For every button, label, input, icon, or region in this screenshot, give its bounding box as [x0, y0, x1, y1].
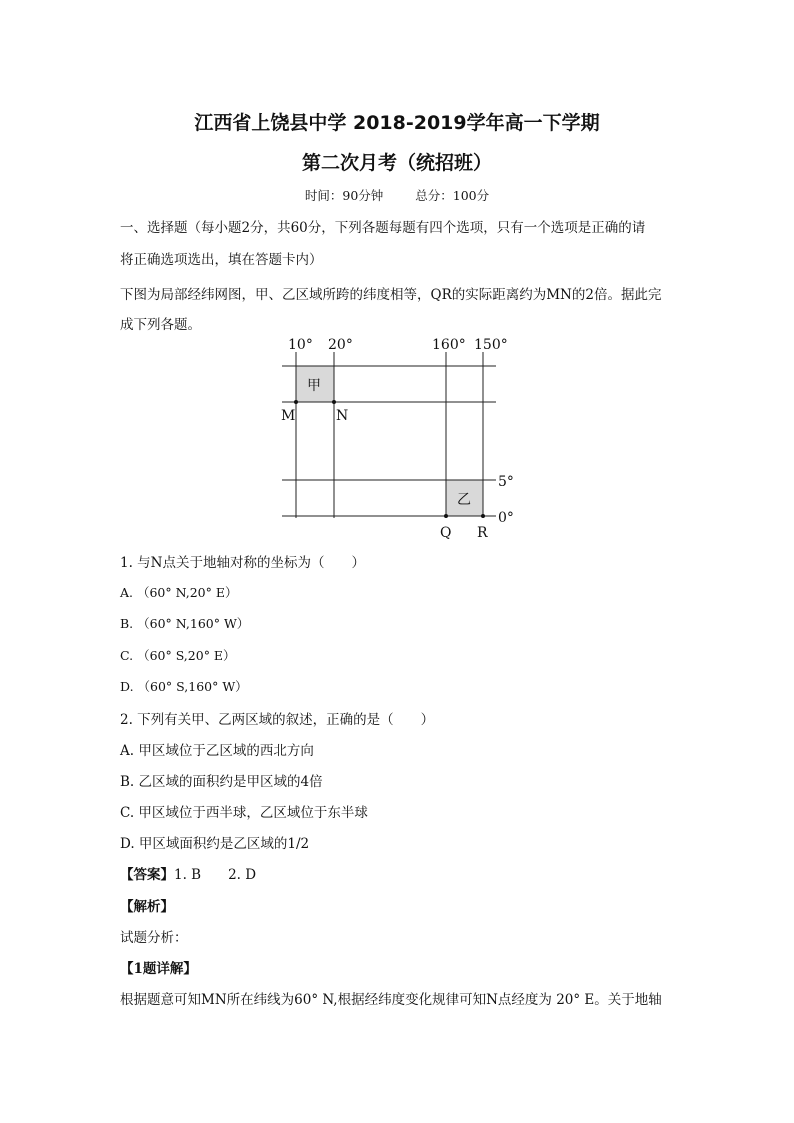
question-2-option-a: A. 甲区域位于乙区域的西北方向 — [120, 743, 314, 759]
question-1-option-c: C. （60° S,20° E） — [120, 648, 236, 663]
region-label-jia: 甲 — [307, 378, 321, 394]
lat-label-5: 5° — [498, 474, 514, 490]
question-1-stem: 1. 与N点关于地轴对称的坐标为（ ） — [120, 555, 365, 571]
question-1-option-a: A. （60° N,20° E） — [120, 585, 238, 600]
question-1-option-d: D. （60° S,160° W） — [120, 679, 248, 694]
question-2-option-c: C. 甲区域位于西半球，乙区域位于东半球 — [120, 805, 368, 821]
point-label-m: M — [281, 408, 296, 424]
lon-label-10: 10° — [288, 337, 313, 353]
doc-title-line1: 江西省上饶县中学 2018-2019学年高一下学期 — [194, 112, 600, 134]
point-label-n: N — [336, 408, 349, 424]
lat-lon-grid-diagram — [278, 334, 528, 546]
question-2-stem: 2. 下列有关甲、乙两区域的叙述，正确的是（ ） — [120, 712, 435, 728]
section-instruction-line1: 一、选择题（每小题2分，共60分，下列各题每题有四个选项，只有一个选项是正确的请 — [120, 220, 646, 236]
lon-label-150: 150° — [474, 337, 508, 353]
point-label-q: Q — [440, 525, 452, 541]
intro-line2: 成下列各题。 — [120, 317, 201, 333]
lon-label-160: 160° — [432, 337, 466, 353]
question-1-option-b: B. （60° N,160° W） — [120, 616, 250, 631]
point-label-r: R — [477, 525, 488, 541]
answer-label: 【答案】 — [120, 867, 174, 883]
question-2-option-b: B. 乙区域的面积约是甲区域的4倍 — [120, 774, 323, 790]
detail-label-q1: 【1题详解】 — [120, 961, 197, 977]
answer-text: 1. B 2. D — [174, 867, 257, 883]
doc-title-line2: 第二次月考（统招班） — [301, 152, 492, 174]
exam-score: 总分：100分 — [415, 188, 490, 203]
intro-line1: 下图为局部经纬网图，甲、乙区域所跨的纬度相等，QR的实际距离约为MN的2倍。据此完 — [120, 287, 662, 303]
analysis-label: 【解析】 — [120, 899, 174, 915]
lat-label-0: 0° — [498, 510, 514, 526]
exam-time: 时间：90分钟 — [304, 188, 384, 203]
answer-line — [120, 863, 256, 883]
section-instruction-line2: 将正确选项选出，填在答题卡内） — [120, 252, 323, 268]
lon-label-20: 20° — [328, 337, 353, 353]
exam-meta — [0, 186, 794, 204]
region-label-yi: 乙 — [457, 492, 471, 508]
detail-text-q1: 根据题意可知MN所在纬线为60° N,根据经纬度变化规律可知N点经度为 20° E。关于地轴 — [120, 992, 662, 1008]
question-2-option-d: D. 甲区域面积约是乙区域的1/2 — [120, 836, 310, 852]
analysis-subtitle: 试题分析： — [120, 930, 188, 946]
